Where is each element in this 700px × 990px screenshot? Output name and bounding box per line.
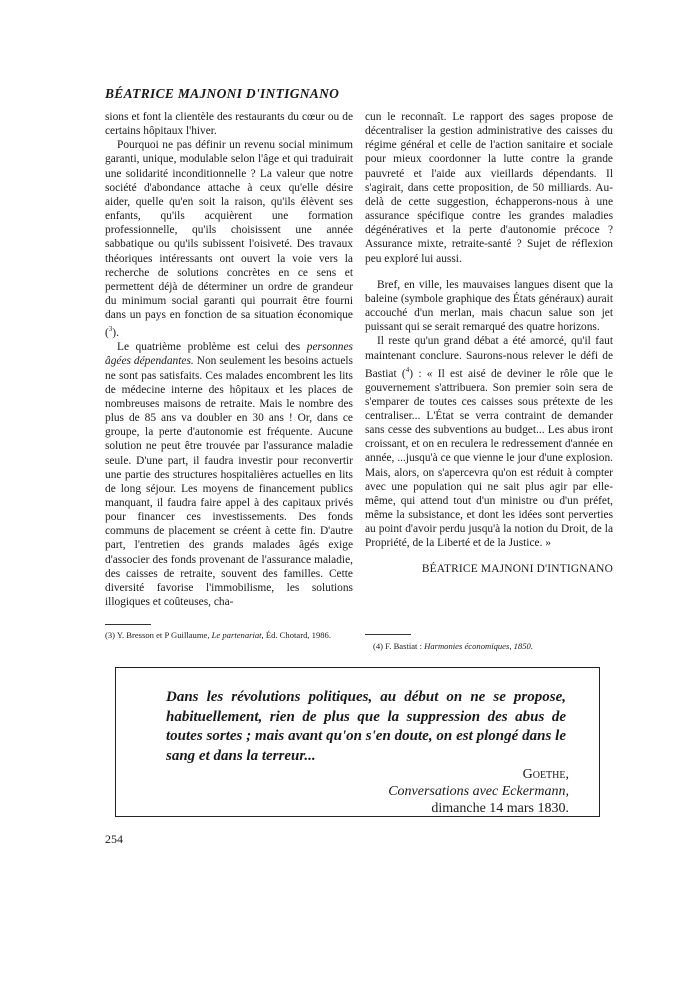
quotation-text: Dans les révolutions politiques, au début on ne se propose, habituellement, rien de plus que la suppression des abus de toutes sortes ; mais avant qu'on s'en doute, on est plongé dans le sang et dans la terreur... (166, 689, 566, 764)
footnote-text: Y. Bresson et P Guillaume, (115, 630, 212, 640)
footnote-ref: 3 (108, 325, 113, 334)
footnote-3 (105, 630, 355, 640)
left-column (105, 110, 353, 609)
running-head: BÉATRICE MAJNONI D'INTIGNANO (105, 86, 340, 101)
quotation-author: Goethe, (522, 767, 569, 782)
quotation-attribution (388, 766, 569, 817)
paragraph: Bref, en ville, les mauvaises langues disent que la baleine (symbole graphique des États généraux) aurait accouché d'un merlan, mais chacun salue son jet puissant qui se serait remarqué des quatre horizons. (365, 278, 613, 334)
footnote-rule (105, 624, 151, 625)
footnote-ref: 4 (405, 365, 410, 374)
footnote-title: Le partenariat (211, 630, 262, 640)
paragraph (105, 138, 353, 340)
footnote-text: F. Bastiat : (383, 641, 425, 651)
quotation-work: Conversations avec Eckermann, (388, 784, 569, 799)
paragraph-text-end: ). (112, 327, 119, 340)
paragraph-text: Le quatrième problème est celui des (117, 341, 307, 354)
quotation-date: dimanche 14 mars 1830. (431, 801, 569, 816)
footnote-title: Harmonies économiques, 1850. (424, 641, 533, 651)
emphasis-text: personnes âgées dépendantes. (105, 341, 353, 368)
paragraph-text-rest: ) : « Il est aisé de deviner le rôle que le gouvernement s'attribuera. Son premier soin sera de s'emparer de toutes ces caisses sous prétexte de les centraliser... L'État se verra contraint de demander sans cesse des subventions au budget... Les abus iront croissant, et on en reculera le redressement d'année en année, ...jusqu'à ce que vienne le jour d'une explosion. Mais, alors, on s'apercevra qu'on est réduit à compter avec une population qui ne sait plus agir par elle-même, qui attend tout d'un ministre ou d'un préfet, même la subsistance, et dont les idées sont perverties au point d'avoir perdu jusqu'à la notion du Droit, de la Propriété, de la Liberté et de la Justice. » (365, 367, 613, 550)
quotation-box (115, 667, 600, 817)
footnote-4 (373, 641, 623, 651)
right-column (365, 110, 613, 577)
paragraph (365, 334, 613, 550)
footnote-rule (365, 634, 411, 635)
footnote-text-end: , Éd. Chotard, 1986. (261, 630, 332, 640)
footnote-number: (4) (373, 641, 384, 651)
paragraph-text: Il reste qu'un grand débat a été amorcé, qu'il faut maintenant conclure. Saurons-nous relever le défi de Bastiat ( (365, 335, 613, 380)
paragraph: sions et font la clientèle des restaurants du cœur ou de certains hôpitaux l'hiver. (105, 111, 353, 138)
paragraph-text: Pourquoi ne pas définir un revenu social minimum garanti, unique, modulable selon l'âge et qui traduirait une solidarité inconditionnelle ? La valeur que notre société d'abondance attache à ceux qu'elle désire aider, quelle qu'en soit la raison, qu'ils élèvent ses enfants, qu'ils acquièrent une formation professionnelle, qu'ils choisissent une année sabbatique ou qu'ils subissent l'oisiveté. Des travaux théoriques intéressants ont ouvert la voie vers la recherche de solutions concrètes en ce sens et permettent déjà de déterminer un ordre de grandeur du minimum social garanti qui pourrait être fourni dans un pays en fonction de sa situation économique ( (105, 139, 353, 340)
paragraph: cun le reconnaît. Le rapport des sages propose de décentraliser la gestion administrative des caisses du régime général et celle de l'action sanitaire et sociale pour mieux coordonner la lutte contre la grande pauvreté et l'aide aux vieillards dépendants. Il s'agirait, dans cette proposition, de 50 milliards. Au-delà de cette suggestion, échapperons-nous à une assurance spécifique contre les grandes maladies dégénératives et la perte d'autonomie précoce ? Assurance mixte, retraite-santé ? Sujet de réflexion peu exploré lui aussi. (365, 111, 613, 265)
author-signature: BÉATRICE MAJNONI D'INTIGNANO (421, 563, 613, 576)
paragraph-text-rest: Non seulement les besoins actuels ne sont pas satisfaits. Ces malades encombrent les lits de médecine interne des hôpitaux et les places de nombreuses maisons de retraite. Mais le nombre des plus de 85 ans va doubler en 30 ans ! Or, dans ce groupe, la perte d'autonomie est fréquente. Aucune solution ne peut être trouvée par l'assurance maladie seule. D'une part, il faudra investir pour reconvertir une partie des structures hospitalières actuelles en lits de long séjour. Les moyens de financement publics manquant, il faudra faire appel à des capitaux privés pour financer ces investissements. Des fonds communs de placement se créent à cette fin. D'autre part, l'entretien des grands malades âgés exige d'associer des fonds provenant de l'assurance maladie, des caisses de retraite, souvent des familles. Cette diversité favorise l'immobilisme, les solutions illogiques et coûteuses, cha- (105, 355, 353, 609)
page-number: 254 (105, 832, 123, 846)
paragraph (105, 340, 353, 609)
footnote-number: (3) (105, 630, 116, 640)
